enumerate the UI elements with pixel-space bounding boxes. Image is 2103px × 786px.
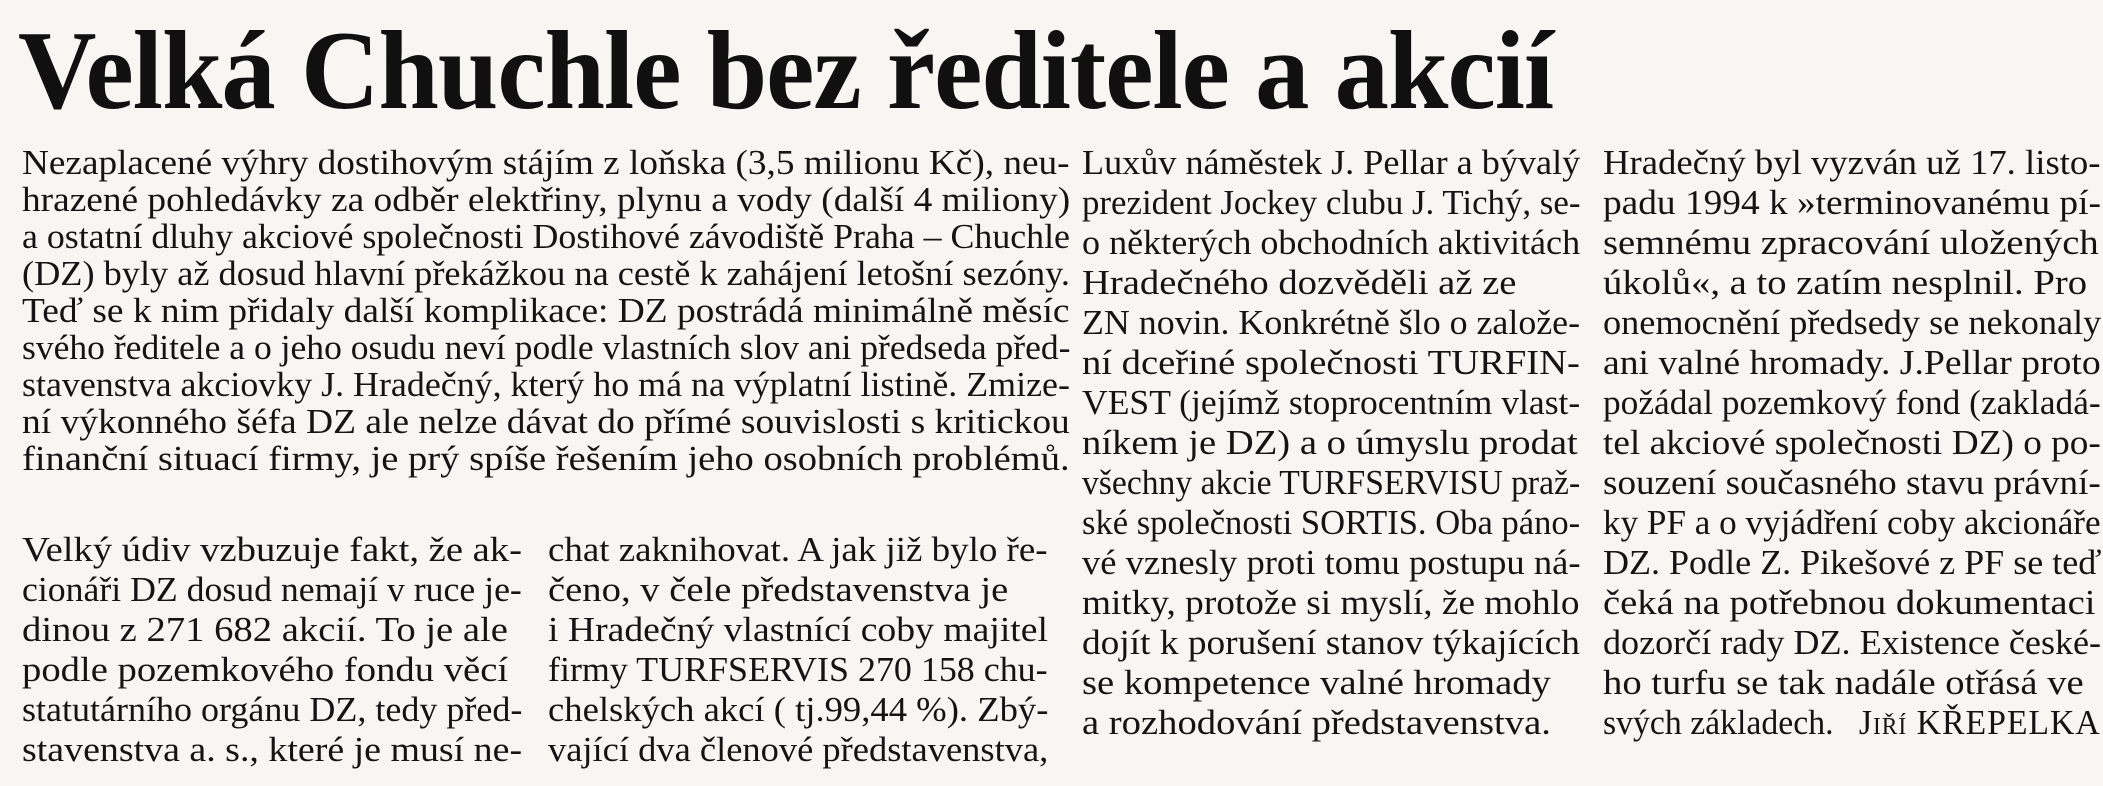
text-line: čeká na potřebnou dokumentaci [1603,584,2096,622]
text-line: firmy TURFSERVIS 270 158 chu- [548,651,1048,689]
text-line: cionáři DZ dosud nemají v ruce je- [22,571,522,609]
text-line: padu 1994 k »terminovanému pí- [1603,184,2101,222]
text-line: vé vznesly proti tomu postupu ná- [1082,544,1581,582]
text-line: Luxův náměstek J. Pellar a bývalý [1082,144,1581,182]
text-line: finanční situací firmy, je prý spíše řešením jeho osobních problémů. [22,440,1070,478]
last-text-line [1603,705,2101,742]
text-line: čeno, v čele představenstva je [548,571,1009,609]
text-line: ní výkonného šéfa DZ ale nelze dávat do přímé souvislosti s kritickou [22,403,1070,441]
text-line: stavenstva akciovky J. Hradečný, který ho má na výplatní listině. Zmize- [22,366,1070,404]
author-byline: Jiří KŘEPELKA [1858,704,2101,742]
text-line: o některých obchodních aktivitách [1082,224,1581,262]
text-line: se kompetence valné hromady [1082,664,1551,702]
text-line: chelských akcí ( tj.99,44 %). Zbý- [548,691,1049,729]
text-line-fragment: svých základech. [1603,704,1834,742]
text-line: Teď se k nim přidaly další komplikace: DZ postrádá minimálně měsíc [22,292,1070,330]
text-line: ské společnosti SORTIS. Oba páno- [1082,504,1581,542]
text-line: Hradečného dozvěděli až ze [1082,264,1517,302]
text-line: tel akciové společnosti DZ) o po- [1603,424,2101,462]
text-line: Hradečný byl vyzván už 17. listo- [1603,144,2101,182]
text-line: Nezaplacené výhry dostihovým stájím z loňska (3,5 milionu Kč), neu- [22,144,1070,182]
text-line: souzení současného stavu právní- [1603,464,2101,502]
text-line: níkem je DZ) a o úmyslu prodat [1082,424,1578,462]
text-line: Velký údiv vzbuzuje fakt, že ak- [22,531,522,569]
text-line: stavenstva a. s., které je musí ne- [22,731,523,769]
text-line: mitky, protože si myslí, že mohlo [1082,584,1580,622]
text-line: chat zaknihovat. A jak již bylo ře- [548,531,1048,569]
text-line: ani valné hromady. J.Pellar proto [1603,344,2101,382]
text-line: ní dceřiné společnosti TURFIN- [1082,344,1580,382]
text-line: svého ředitele a o jeho osudu neví podle vlastních slov ani předseda před- [22,329,1071,367]
text-line: a ostatní dluhy akciové společnosti Dostihové závodiště Praha – Chuchle [22,218,1070,256]
text-line: všechny akcie TURFSERVISU praž- [1082,464,1581,502]
text-line: vající dva členové představenstva, [548,731,1049,769]
text-line: VEST (jejímž stoprocentním vlast- [1082,384,1581,422]
text-line: ky PF a o vyjádření coby akcionáře [1603,504,2101,542]
text-line: semnému zpracování uložených [1603,224,2099,262]
text-line: dojít k porušení stanov týkajících [1082,624,1580,662]
text-line: onemocnění předsedy se nekonaly [1603,304,2102,342]
text-line: úkolů«, a to zatím nesplnil. Pro [1603,264,2088,302]
text-line: dozorčí rady DZ. Existence české- [1603,624,2102,662]
text-line: ho turfu se tak nadále otřásá ve [1603,664,2084,702]
text-line: a rozhodování představenstva. [1082,704,1551,742]
text-line: podle pozemkového fondu věcí [22,651,509,689]
article-headline: Velká Chuchle bez ředitele a akcií [18,9,1554,133]
text-line: hrazené pohledávky za odběr elektřiny, plynu a vody (další 4 miliony) [22,181,1071,219]
text-line: dinou z 271 682 akcií. To je ale [22,611,508,649]
text-line: ZN novin. Konkrétně šlo o založe- [1082,304,1581,342]
text-line: (DZ) byly až dosud hlavní překážkou na cestě k zahájení letošní sezóny. [22,255,1071,293]
text-line: statutárního orgánu DZ, tedy před- [22,691,523,729]
text-line: DZ. Podle Z. Pikešové z PF se teď [1603,544,2102,582]
text-line: i Hradečný vlastnící coby majitel [548,611,1048,649]
text-line: prezident Jockey clubu J. Tichý, se- [1082,184,1581,222]
text-line: požádal pozemkový fond (zakladá- [1603,384,2101,422]
